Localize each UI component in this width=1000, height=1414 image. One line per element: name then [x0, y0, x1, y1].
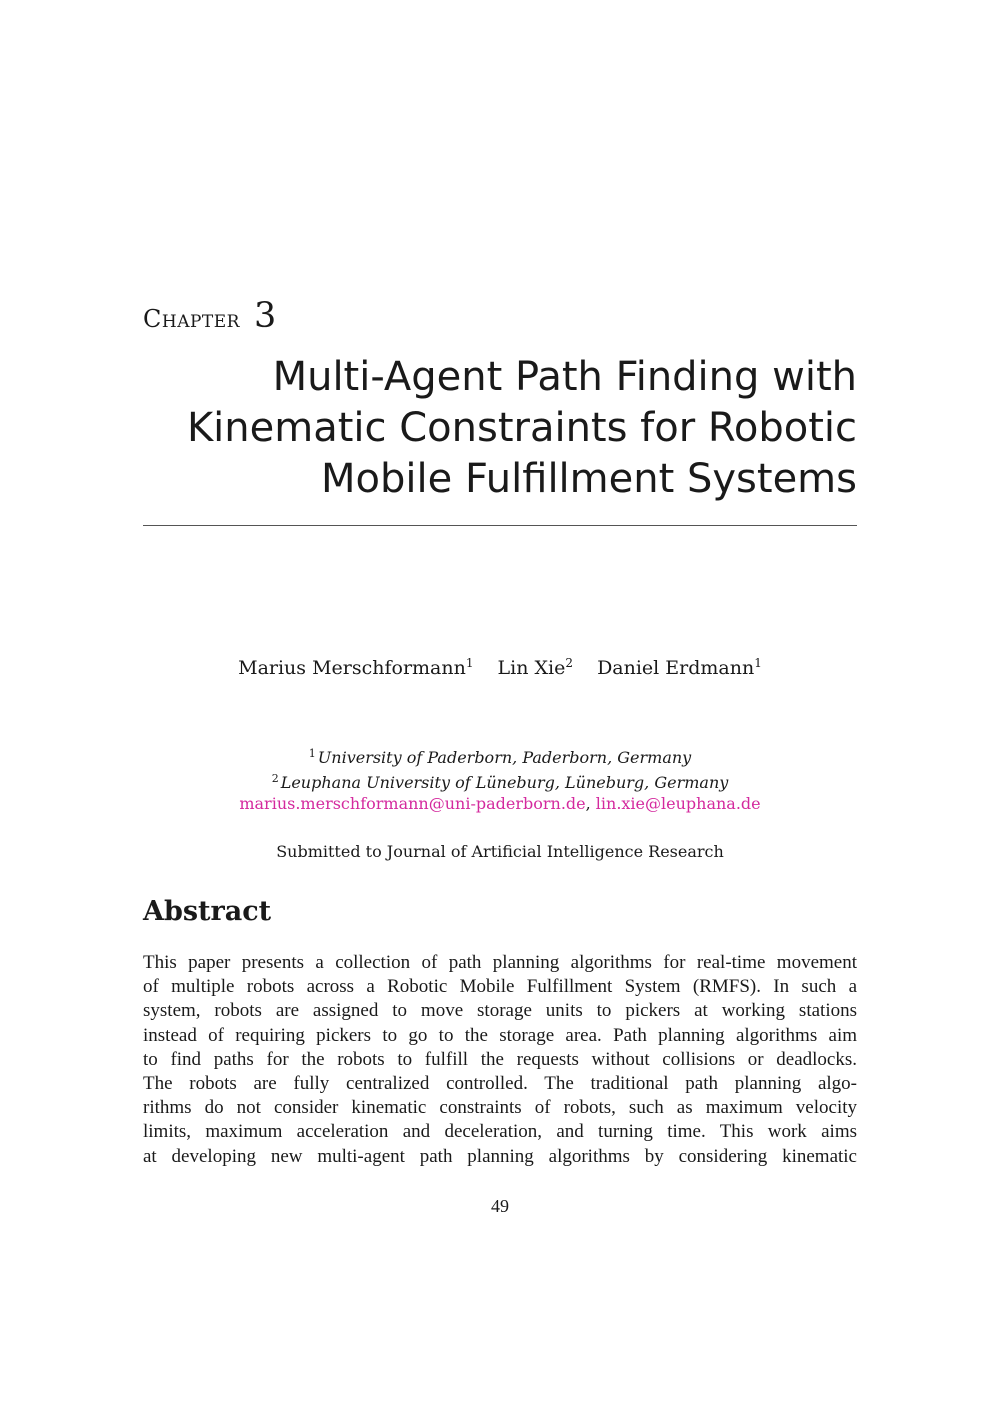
author-list	[0, 656, 1000, 679]
chapter-title-line: Mobile Fulfillment Systems	[321, 456, 857, 502]
affiliation	[0, 768, 1000, 793]
affiliation-mark: 1	[308, 747, 316, 760]
page-number: 49	[491, 1196, 509, 1216]
affiliations	[0, 743, 1000, 814]
abstract-line: rithms do not consider kinematic constraints of robots, such as maximum velocity	[143, 1097, 857, 1119]
affiliation-text: Leuphana University of Lüneburg, Lüneburg, Germany	[280, 773, 729, 792]
abstract-line: The robots are fully centralized controlled. The traditional path planning algo-	[143, 1073, 857, 1095]
title-divider	[143, 525, 857, 526]
email-link[interactable]: marius.merschformann@uni-paderborn.de	[239, 794, 586, 813]
email-link[interactable]: lin.xie@leuphana.de	[595, 794, 761, 813]
abstract-line: This paper presents a collection of path planning algorithms for real-time movement	[143, 952, 857, 973]
contact-emails	[0, 793, 1000, 814]
author	[498, 657, 573, 679]
abstract-line: to find paths for the robots to fulfill the requests without collisions or deadlocks.	[143, 1048, 857, 1070]
author-name: Daniel Erdmann	[597, 657, 755, 679]
abstract-line: system, robots are assigned to move storage units to pickers at working stations	[143, 1000, 857, 1022]
abstract-line: of multiple robots across a Robotic Mobile Fulfillment System (RMFS). In such a	[143, 976, 857, 998]
email-separator: ,	[585, 794, 596, 813]
author	[238, 657, 473, 679]
chapter-title-line: Kinematic Constraints for Robotic	[186, 405, 857, 451]
affiliation-mark: 2	[271, 772, 279, 785]
abstract-line: at developing new multi-agent path planning algorithms by considering kinematic	[143, 1145, 857, 1167]
abstract-line: limits, maximum acceleration and deceleration, and turning time. This work aims	[143, 1121, 857, 1143]
affiliation	[0, 743, 1000, 768]
chapter-word: Chapter	[143, 305, 240, 333]
submission-note: Submitted to Journal of Artificial Intelligence Research	[276, 842, 724, 861]
author-affiliation-mark: 1	[465, 656, 474, 670]
author	[597, 657, 762, 679]
chapter-label	[143, 296, 276, 336]
abstract-line: instead of requiring pickers to go to the storage area. Path planning algorithms aim	[143, 1024, 857, 1046]
chapter-title	[97, 352, 857, 505]
chapter-title-line: Multi-Agent Path Finding with	[272, 354, 857, 400]
author-name: Marius Merschformann	[238, 657, 466, 679]
author-affiliation-mark: 1	[754, 656, 762, 670]
author-name: Lin Xie	[497, 657, 566, 679]
affiliation-text: University of Paderborn, Paderborn, Germany	[317, 748, 692, 767]
author-affiliation-mark: 2	[565, 656, 574, 670]
abstract-body	[143, 951, 857, 1169]
chapter-number: 3	[253, 296, 277, 336]
abstract-heading: Abstract	[143, 896, 272, 927]
